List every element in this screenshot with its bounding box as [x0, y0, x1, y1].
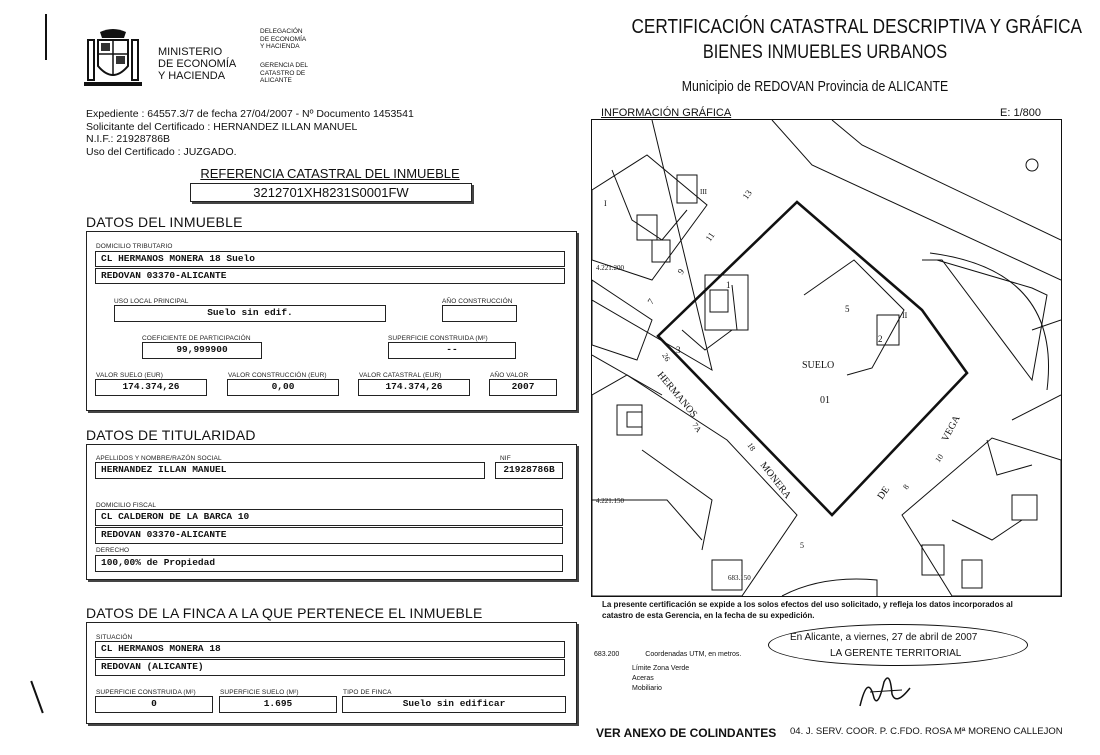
house-number: 7 — [645, 296, 657, 307]
solicitante-line: Solicitante del Certificado : HERNANDEZ ILLAN MANUEL — [86, 120, 358, 133]
ministry-line: Y HACIENDA — [158, 70, 226, 82]
situacion-label: SITUACIÓN — [96, 634, 133, 641]
sup-suelo-value: 1.695 — [219, 696, 337, 713]
nif-label: NIF — [500, 455, 511, 462]
valor-construccion-value: 0,00 — [227, 379, 339, 396]
house-number: 26 — [660, 351, 673, 363]
datos-titularidad-title: DATOS DE TITULARIDAD — [86, 427, 256, 443]
nombre-label: APELLIDOS Y NOMBRE/RAZÓN SOCIAL — [96, 455, 222, 462]
situacion-line2: REDOVAN (ALICANTE) — [95, 659, 565, 676]
house-number: II — [902, 311, 908, 320]
coord-top-label: 4.221.200 — [596, 264, 624, 272]
domicilio-fiscal-label: DOMICILIO FISCAL — [96, 502, 157, 509]
derecho-label: DERECHO — [96, 547, 130, 554]
street-de-label: DE — [875, 484, 893, 502]
house-number: 11 — [703, 230, 717, 244]
anio-construccion-label: AÑO CONSTRUCCIÓN — [442, 298, 513, 305]
situacion-line1: CL HERMANOS MONERA 18 — [95, 641, 565, 658]
coord-utm-value: 683.200 — [594, 651, 620, 658]
coord-mid-label: 4.221.150 — [596, 497, 624, 505]
datos-inmueble-title: DATOS DEL INMUEBLE — [86, 214, 243, 230]
delegation-name — [260, 28, 306, 51]
legend-green-zone: Límite Zona Verde — [632, 665, 690, 672]
nif-value: 21928786B — [495, 462, 563, 479]
cadastral-map — [591, 119, 1062, 597]
nif-line: N.I.F.: 21928786B — [86, 133, 171, 145]
derecho-value: 100,00% de Propiedad — [95, 555, 563, 572]
house-number: III — [700, 188, 707, 196]
gerente-label: LA GERENTE TERRITORIAL — [830, 648, 962, 659]
document-subtitle: BIENES INMUEBLES URBANOS — [702, 42, 948, 63]
superficie-construida-value: -- — [388, 342, 516, 359]
signature-stamp — [768, 624, 1028, 666]
domicilio-fiscal-line1: CL CALDERON DE LA BARCA 10 — [95, 509, 563, 526]
house-number: 10 — [933, 452, 946, 465]
coeficiente-label: COEFICIENTE DE PARTICIPACIÓN — [142, 335, 251, 342]
map-scale: E: 1/800 — [1000, 107, 1041, 119]
coords-utm-note — [594, 651, 741, 658]
valor-catastral-label: VALOR CATASTRAL (EUR) — [359, 372, 442, 379]
house-number: 2 — [878, 334, 883, 344]
valor-construccion-label: VALOR CONSTRUCCIÓN (EUR) — [228, 372, 327, 379]
document-title: CERTIFICACIÓN CATASTRAL DESCRIPTIVA Y GRÁFICA — [631, 16, 1082, 38]
certification-note: La presente certificación se expide a los solos efectos del uso solicitado, y refleja los datos incorporados al catastro de esta Gerencia, en la fecha de su expedición. — [602, 600, 1013, 620]
house-number: 9 — [675, 266, 687, 277]
coord-bottom-label: 683.150 — [728, 574, 751, 582]
parcel-number: 01 — [820, 395, 830, 406]
ministry-line: DE ECONOMÍA — [158, 58, 237, 70]
legend-sidewalks: Aceras — [632, 675, 654, 682]
delegation-line: Y HACIENDA — [260, 43, 300, 50]
datos-finca-title: DATOS DE LA FINCA A LA QUE PERTENECE EL INMUEBLE — [86, 605, 483, 621]
tipo-finca-value: Suelo sin edificar — [342, 696, 566, 713]
coords-utm-text: Coordenadas UTM, en metros. — [645, 651, 742, 658]
street-monera-label: MONERA — [757, 460, 793, 502]
referencia-title: REFERENCIA CATASTRAL DEL INMUEBLE — [200, 166, 460, 181]
house-number: 5 — [800, 541, 804, 550]
house-number: 13 — [740, 188, 754, 202]
municipio-title: Municipio de REDOVAN Provincia de ALICANTE — [681, 78, 949, 95]
ministry-name — [158, 46, 236, 82]
sup-construida-finca-value: 0 — [95, 696, 213, 713]
house-number: 7A — [690, 420, 704, 435]
ver-anexo-colindantes: VER ANEXO DE COLINDANTES — [596, 726, 777, 740]
parcel-label: SUELO — [802, 360, 835, 371]
scan-mark — [45, 14, 47, 60]
scan-mark — [30, 681, 44, 714]
domicilio-tributario-label: DOMICILIO TRIBUTARIO — [96, 243, 173, 250]
house-number: I — [604, 199, 607, 208]
sup-suelo-label: SUPERFICIE SUELO (M²) — [220, 689, 299, 696]
sup-construida-finca-label: SUPERFICIE CONSTRUIDA (M²) — [96, 689, 196, 696]
anio-construccion-value — [442, 305, 517, 322]
tipo-finca-label: TIPO DE FINCA — [343, 689, 392, 696]
gerencia-line: GERENCIA DEL — [260, 62, 309, 69]
house-number: 3 — [676, 345, 681, 355]
firma-line: 04. J. SERV. COOR. P. C.FDO. ROSA Mª MORENO CALLEJON — [790, 726, 1063, 737]
gerencia-line: CATASTRO DE — [260, 69, 306, 77]
valor-catastral-value: 174.374,26 — [358, 379, 470, 396]
gerencia-name — [260, 62, 308, 85]
map-title: INFORMACIÓN GRÁFICA — [601, 107, 732, 119]
street-hermanos-label: HERMANOS — [654, 369, 700, 420]
domicilio-tributario-line1: CL HERMANOS MONERA 18 Suelo — [95, 251, 565, 267]
valor-suelo-value: 174.374,26 — [95, 379, 207, 396]
legend-furniture: Mobiliario — [632, 685, 662, 692]
expediente-line: Expediente : 64557.3/7 de fecha 27/04/2007 - Nº Documento 1453541 — [86, 108, 414, 120]
uso-local-value: Suelo sin edif. — [114, 305, 386, 322]
domicilio-fiscal-line2: REDOVAN 03370-ALICANTE — [95, 527, 563, 544]
handwritten-signature — [850, 668, 920, 710]
nombre-value: HERNANDEZ ILLAN MANUEL — [95, 462, 485, 479]
coat-of-arms-logo — [80, 26, 146, 90]
coeficiente-value: 99,999900 — [142, 342, 262, 359]
house-number: 8 — [901, 482, 911, 492]
delegation-line: DE ECONOMÍA — [260, 35, 307, 43]
referencia-value: 3212701XH8231S0001FW — [190, 183, 472, 202]
anio-valor-value: 2007 — [489, 379, 557, 396]
house-number: 5 — [845, 304, 850, 314]
house-number: 18 — [745, 440, 758, 453]
anio-valor-label: AÑO VALOR — [490, 372, 529, 379]
house-number: 1 — [726, 280, 731, 290]
domicilio-tributario-line2: REDOVAN 03370-ALICANTE — [95, 268, 565, 284]
gerencia-line: ALICANTE — [260, 77, 292, 84]
delegation-line: DELEGACIÓN — [260, 28, 303, 35]
valor-suelo-label: VALOR SUELO (EUR) — [96, 372, 163, 379]
place-date: En Alicante, a viernes, 27 de abril de 2007 — [790, 632, 978, 643]
ministry-line: MINISTERIO — [158, 46, 223, 58]
uso-certificado-line: Uso del Certificado : JUZGADO. — [86, 145, 237, 158]
uso-local-label: USO LOCAL PRINCIPAL — [114, 298, 189, 305]
expediente-block — [86, 108, 414, 158]
superficie-construida-label: SUPERFICIE CONSTRUIDA (M²) — [388, 335, 488, 342]
street-vega-label: VEGA — [939, 413, 963, 444]
